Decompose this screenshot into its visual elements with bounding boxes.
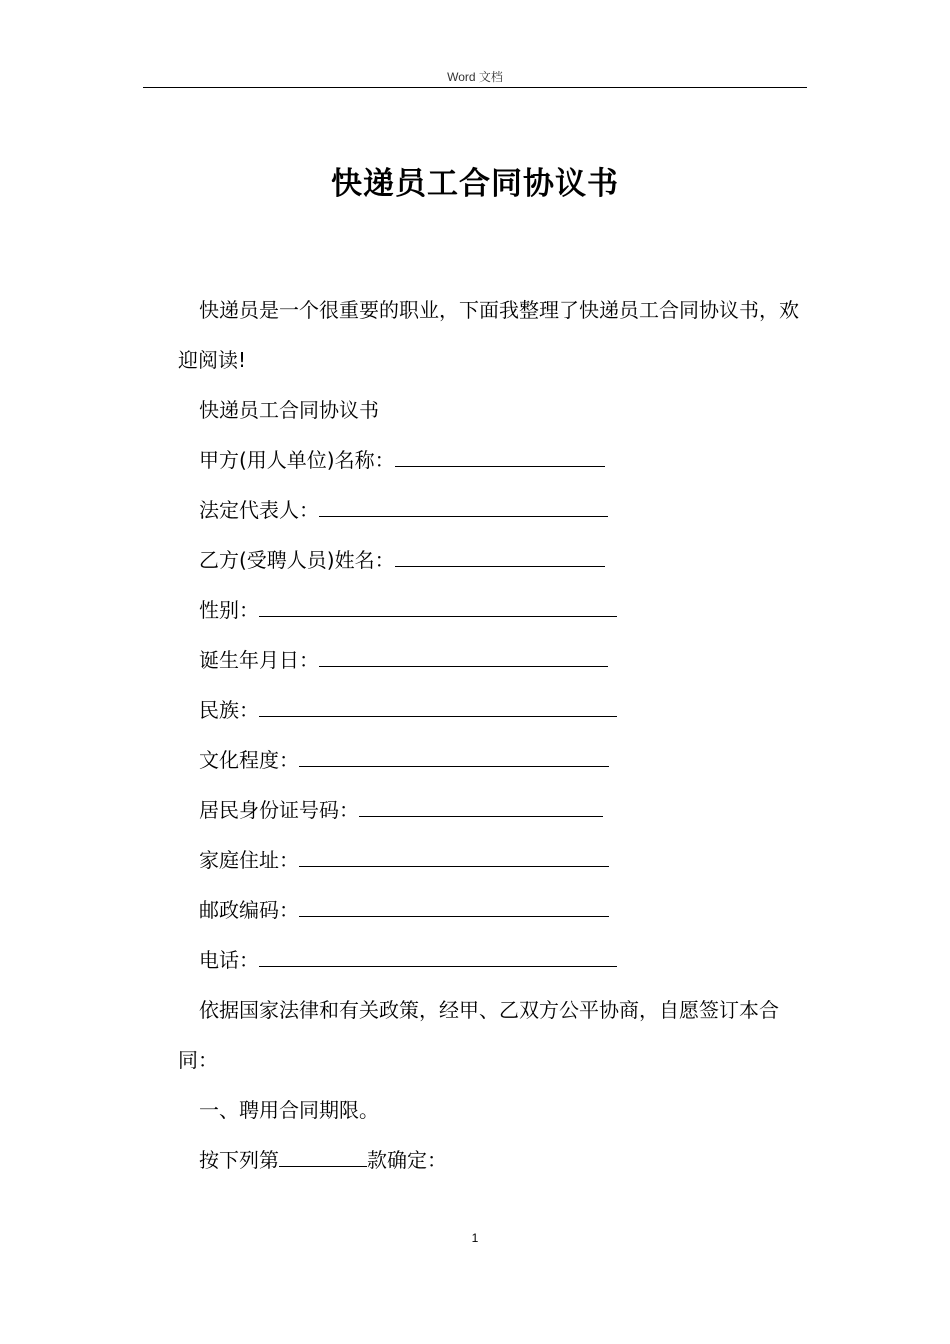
term-blank bbox=[279, 1144, 367, 1167]
document-body bbox=[178, 285, 804, 1185]
phone-label: 电话： bbox=[199, 948, 259, 972]
ethnicity-blank bbox=[259, 694, 617, 717]
term-selection-field bbox=[178, 1135, 804, 1185]
education-blank bbox=[299, 744, 609, 767]
postal-code-blank bbox=[299, 894, 609, 917]
party-a-blank bbox=[395, 444, 605, 467]
party-a-field bbox=[178, 435, 804, 485]
id-number-field bbox=[178, 785, 804, 835]
party-b-blank bbox=[395, 544, 605, 567]
term-prefix: 按下列第 bbox=[199, 1148, 279, 1172]
address-label: 家庭住址： bbox=[199, 848, 299, 872]
phone-blank bbox=[259, 944, 617, 967]
party-b-label: 乙方(受聘人员)姓名： bbox=[199, 548, 395, 572]
party-a-label: 甲方(用人单位)名称： bbox=[199, 448, 395, 472]
address-field bbox=[178, 835, 804, 885]
address-blank bbox=[299, 844, 609, 867]
ethnicity-field bbox=[178, 685, 804, 735]
id-number-blank bbox=[359, 794, 603, 817]
legal-rep-blank bbox=[319, 494, 608, 517]
document-title: 快递员工合同协议书 bbox=[331, 166, 619, 202]
gender-field bbox=[178, 585, 804, 635]
gender-blank bbox=[259, 594, 617, 617]
birth-date-blank bbox=[319, 644, 608, 667]
party-b-field bbox=[178, 535, 804, 585]
postal-code-label: 邮政编码： bbox=[199, 898, 299, 922]
page-number: 1 bbox=[471, 1231, 479, 1245]
section-1-heading: 一、聘用合同期限。 bbox=[199, 1098, 379, 1122]
intro-paragraph: 快递员是一个很重要的职业，下面我整理了快递员工合同协议书，欢迎阅读! bbox=[178, 298, 799, 372]
id-number-label: 居民身份证号码： bbox=[199, 798, 359, 822]
legal-rep-label: 法定代表人： bbox=[199, 498, 319, 522]
birth-date-label: 诞生年月日： bbox=[199, 648, 319, 672]
postal-code-field bbox=[178, 885, 804, 935]
phone-field bbox=[178, 935, 804, 985]
contract-subtitle: 快递员工合同协议书 bbox=[199, 398, 379, 422]
education-field bbox=[178, 735, 804, 785]
legal-rep-field bbox=[178, 485, 804, 535]
gender-label: 性别： bbox=[199, 598, 259, 622]
education-label: 文化程度： bbox=[199, 748, 299, 772]
term-suffix: 款确定： bbox=[367, 1148, 447, 1172]
basis-paragraph: 依据国家法律和有关政策，经甲、乙双方公平协商，自愿签订本合同： bbox=[178, 998, 779, 1072]
page-header: Word 文档 bbox=[447, 70, 503, 84]
header-divider bbox=[143, 87, 807, 88]
ethnicity-label: 民族： bbox=[199, 698, 259, 722]
birth-date-field bbox=[178, 635, 804, 685]
